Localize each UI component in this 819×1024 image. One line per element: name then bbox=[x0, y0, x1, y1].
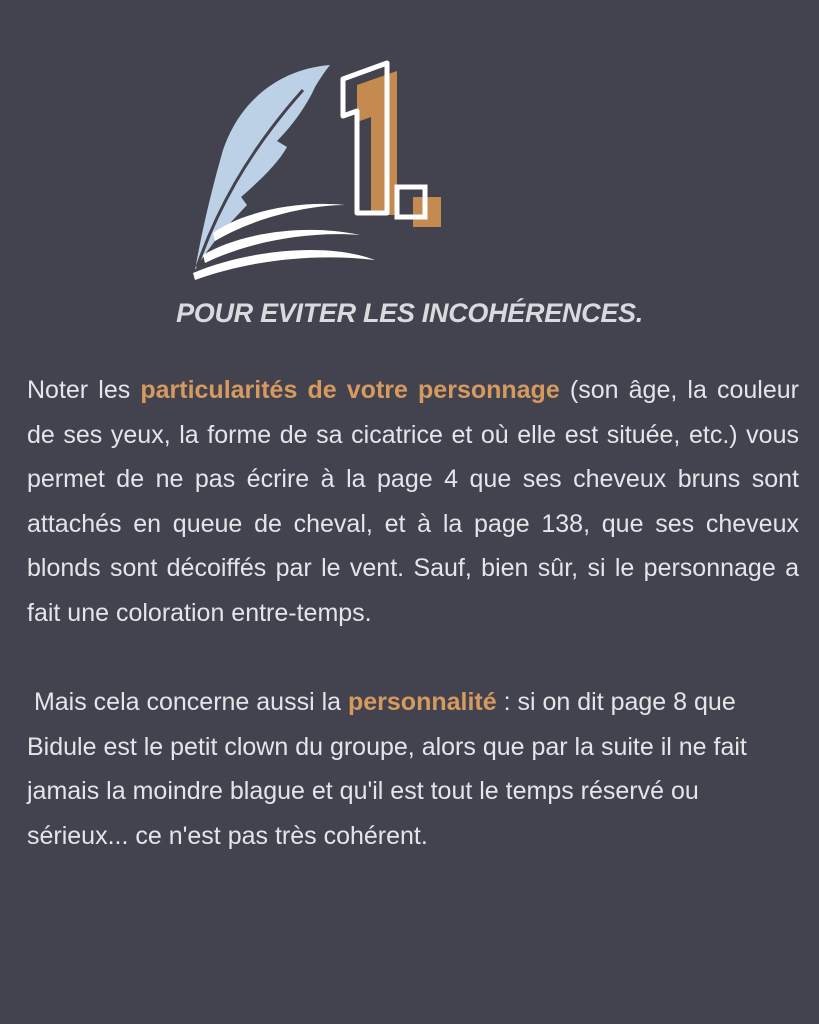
paragraph1-text-end: (son âge, la couleur de ses yeux, la forme de sa cicatrice et où elle est située, etc.) vous permet de ne pas écrire à la page 4 que ses cheveux bruns sont attachés en queue de cheval, et à la page 138, que ses cheveux blonds sont décoiffés par le vent. Sauf, bien sûr, si le personnage a fait une coloration entre-temps. bbox=[27, 376, 799, 627]
paragraph2-text-start: Mais cela concerne aussi la bbox=[27, 688, 348, 716]
number-one-glyph bbox=[343, 63, 441, 227]
highlight-particularites: particularités de votre personnage bbox=[140, 376, 560, 404]
paragraph1-text-start: Noter les bbox=[27, 376, 141, 404]
logo-graphic bbox=[185, 55, 455, 280]
paragraph-personnalite bbox=[27, 680, 799, 858]
body-text bbox=[27, 368, 799, 858]
page-heading: POUR EVITER LES INCOHÉRENCES. bbox=[176, 298, 643, 328]
highlight-personnalite: personnalité bbox=[348, 688, 497, 716]
paragraph-particularites bbox=[27, 368, 799, 635]
paragraph2-text-end: : si on dit page 8 que Bidule est le petit clown du groupe, alors que par la suite il ne fait jamais la moindre blague et qu'il est tout le temps réservé ou sérieux... ce n'est pas très cohérent. bbox=[27, 688, 747, 850]
logo-number-one bbox=[185, 55, 455, 280]
